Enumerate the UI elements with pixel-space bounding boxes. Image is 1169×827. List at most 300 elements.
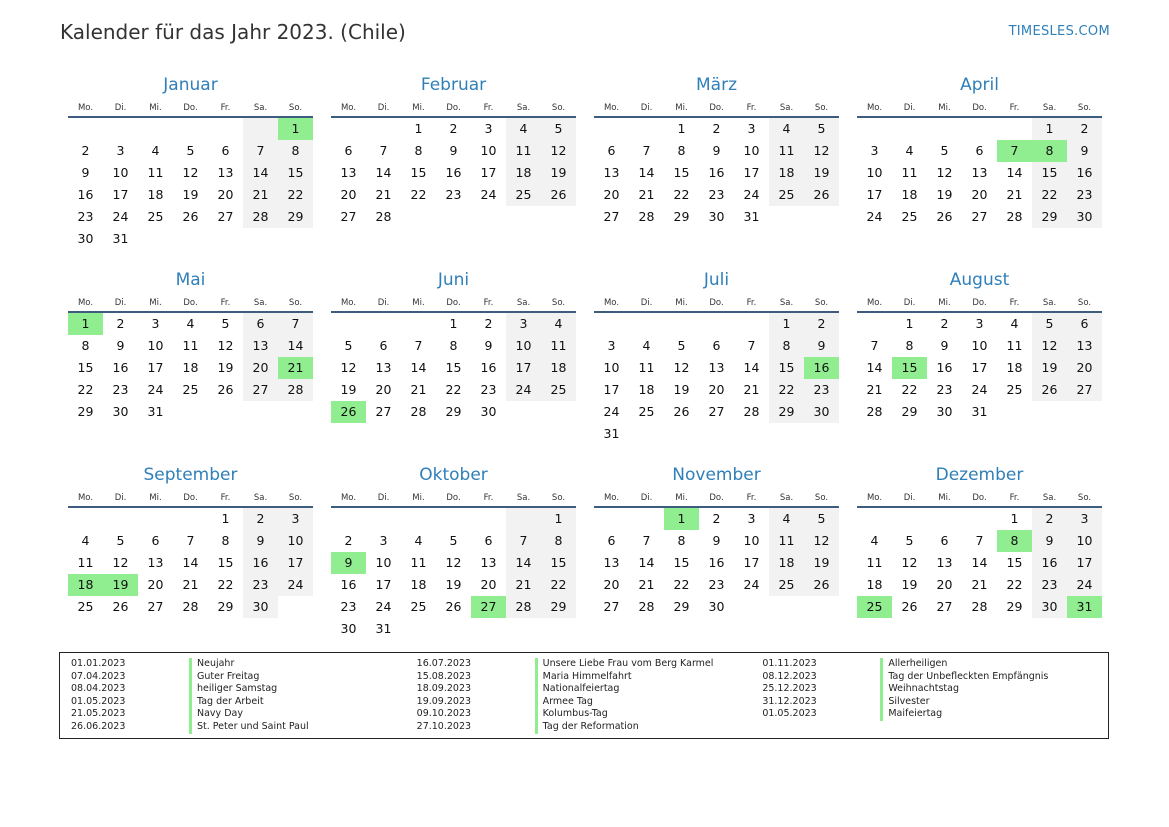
day-cell: 29 [1032, 206, 1067, 228]
day-cell: 22 [769, 379, 804, 401]
day-cell: 20 [243, 357, 278, 379]
day-cell: 17 [603, 382, 620, 397]
day-cell: 14 [182, 555, 199, 570]
month-juli [594, 269, 839, 464]
day-cell: 12 [217, 338, 234, 353]
day-cell: 16 [1032, 552, 1067, 574]
weekday-label: Mi. [412, 493, 425, 503]
day-cell: 3 [870, 143, 879, 158]
day-cell: 10 [278, 530, 313, 552]
holiday-row [417, 658, 763, 671]
day-cell: 9 [1032, 530, 1067, 552]
weekday-label: Mo. [77, 103, 94, 113]
weekday-label: Do. [709, 298, 724, 308]
empty-cell [208, 118, 243, 140]
empty-cell [68, 118, 103, 140]
empty-cell [103, 508, 138, 530]
day-cell: 25 [506, 184, 541, 206]
day-cell: 23 [445, 187, 462, 202]
weekday-label: Mi. [675, 103, 688, 113]
weekday-label: Fr. [1009, 298, 1020, 308]
day-cell: 18 [866, 577, 883, 592]
day-cell: 7 [642, 533, 651, 548]
day-cell: 21 [243, 184, 278, 206]
weekday-header [331, 293, 576, 313]
day-cell: 16 [1067, 162, 1102, 184]
day-cell: 4 [81, 533, 90, 548]
day-cell: 15 [1032, 162, 1067, 184]
day-cell: 21 [1006, 187, 1023, 202]
weekday-label: So. [1077, 493, 1092, 503]
day-cell: 28 [638, 599, 655, 614]
weekday-label: Do. [972, 103, 987, 113]
day-cell: 19 [901, 577, 918, 592]
day-cell: 13 [340, 165, 357, 180]
day-cell: 27 [375, 404, 392, 419]
day-cell: 14 [743, 360, 760, 375]
day-cell: 2 [344, 533, 353, 548]
day-cell: 21 [638, 577, 655, 592]
weekday-label: Mo. [866, 103, 883, 113]
day-cell: 24 [743, 187, 760, 202]
month-januar [68, 74, 313, 269]
day-cell: 15 [278, 162, 313, 184]
weekday-label: Fr. [1009, 103, 1020, 113]
holiday-day: 7 [997, 140, 1032, 162]
day-cell: 4 [905, 143, 914, 158]
day-cell: 2 [116, 316, 125, 331]
weekday-header [857, 293, 1102, 313]
month-name: November [672, 465, 761, 485]
weekday-header [331, 98, 576, 118]
day-cell: 14 [375, 165, 392, 180]
weekday-label: Sa. [253, 103, 268, 113]
holiday-row [417, 708, 763, 721]
day-cell: 20 [971, 187, 988, 202]
day-cell: 20 [480, 577, 497, 592]
day-cell: 21 [743, 382, 760, 397]
day-cell: 8 [677, 143, 686, 158]
day-cell: 2 [712, 511, 721, 526]
weekday-header [68, 98, 313, 118]
holiday-date: 16.07.2023 [416, 658, 472, 669]
day-cell: 23 [77, 209, 94, 224]
holiday-day: 8 [997, 530, 1032, 552]
day-cell: 1 [414, 121, 423, 136]
day-cell: 10 [112, 165, 129, 180]
day-cell: 25 [901, 209, 918, 224]
day-cell: 29 [1006, 599, 1023, 614]
day-cell: 6 [607, 533, 616, 548]
day-cell: 10 [480, 143, 497, 158]
day-cell: 18 [410, 577, 427, 592]
brand-link[interactable]: TIMESLES.COM [1008, 24, 1110, 39]
holiday-name: Guter Freitag [189, 671, 259, 684]
weekday-label: So. [814, 103, 829, 113]
day-cell: 27 [708, 404, 725, 419]
day-grid [68, 118, 313, 250]
day-cell: 30 [708, 209, 725, 224]
holiday-name: Maifeiertag [880, 708, 942, 721]
weekday-label: So. [551, 298, 566, 308]
empty-cell [366, 508, 401, 530]
holiday-date: 08.12.2023 [762, 670, 817, 682]
day-cell: 24 [147, 382, 164, 397]
weekday-label: Mi. [675, 493, 688, 503]
day-cell: 4 [151, 143, 160, 158]
day-cell: 25 [77, 599, 94, 614]
day-cell: 22 [1032, 184, 1067, 206]
day-cell: 19 [217, 360, 234, 375]
weekday-label: Mo. [340, 103, 357, 113]
day-cell: 22 [541, 574, 576, 596]
day-cell: 5 [804, 508, 839, 530]
day-cell: 26 [804, 574, 839, 596]
day-cell: 15 [673, 555, 690, 570]
day-cell: 16 [480, 360, 497, 375]
day-cell: 21 [182, 577, 199, 592]
weekday-label: Do. [183, 298, 198, 308]
day-cell: 24 [112, 209, 129, 224]
day-cell: 6 [940, 533, 949, 548]
day-cell: 14 [410, 360, 427, 375]
weekday-header [594, 98, 839, 118]
day-cell: 2 [449, 121, 458, 136]
day-cell: 1 [1010, 511, 1019, 526]
day-cell: 23 [708, 187, 725, 202]
day-cell: 4 [506, 118, 541, 140]
day-cell: 13 [217, 165, 234, 180]
day-cell: 15 [77, 360, 94, 375]
day-cell: 29 [541, 596, 576, 618]
day-cell: 29 [673, 599, 690, 614]
holiday-name: Weihnachtstag [880, 683, 959, 696]
day-cell: 21 [971, 577, 988, 592]
day-grid [857, 313, 1102, 423]
day-cell: 27 [217, 209, 234, 224]
day-cell: 17 [147, 360, 164, 375]
empty-cell [594, 118, 629, 140]
day-cell: 12 [112, 555, 129, 570]
empty-cell [366, 313, 401, 335]
day-cell: 9 [1067, 140, 1102, 162]
weekday-label: So. [551, 103, 566, 113]
empty-cell [594, 508, 629, 530]
day-cell: 23 [936, 382, 953, 397]
day-cell: 10 [375, 555, 392, 570]
day-cell: 9 [804, 335, 839, 357]
holiday-row [417, 721, 763, 734]
day-cell: 18 [638, 382, 655, 397]
day-cell: 22 [445, 382, 462, 397]
empty-cell [243, 118, 278, 140]
day-cell: 3 [278, 508, 313, 530]
holiday-name: Kolumbus-Tag [535, 708, 608, 721]
day-cell: 13 [1067, 335, 1102, 357]
day-cell: 3 [1067, 508, 1102, 530]
empty-cell [471, 508, 506, 530]
day-cell: 10 [743, 143, 760, 158]
day-cell: 30 [1067, 206, 1102, 228]
holiday-name: Tag der Reformation [535, 721, 639, 734]
day-cell: 24 [1067, 574, 1102, 596]
day-grid [331, 313, 576, 423]
day-cell: 14 [243, 162, 278, 184]
empty-cell [68, 508, 103, 530]
weekday-label: So. [288, 298, 303, 308]
empty-cell [331, 508, 366, 530]
weekday-label: Mi. [675, 298, 688, 308]
day-cell: 19 [340, 382, 357, 397]
empty-cell [857, 313, 892, 335]
day-grid [594, 118, 839, 228]
day-cell: 22 [217, 577, 234, 592]
day-cell: 11 [769, 530, 804, 552]
day-cell: 28 [182, 599, 199, 614]
day-cell: 16 [243, 552, 278, 574]
day-grid [857, 118, 1102, 228]
day-cell: 16 [708, 165, 725, 180]
day-cell: 28 [638, 209, 655, 224]
day-cell: 10 [743, 533, 760, 548]
empty-cell [892, 508, 927, 530]
day-cell: 12 [182, 165, 199, 180]
day-cell: 31 [112, 231, 129, 246]
day-cell: 20 [340, 187, 357, 202]
holiday-name: Allerheiligen [880, 658, 947, 671]
holiday-name: Tag der Unbefleckten Empfängnis [880, 671, 1048, 684]
holiday-column [762, 658, 1108, 738]
holiday-date: 07.04.2023 [71, 670, 126, 682]
day-cell: 17 [375, 577, 392, 592]
holiday-date: 08.04.2023 [71, 683, 126, 695]
day-cell: 29 [901, 404, 918, 419]
holiday-row [71, 721, 417, 734]
day-cell: 31 [603, 426, 620, 441]
day-cell: 20 [1067, 357, 1102, 379]
empty-cell [506, 508, 541, 530]
day-cell: 11 [1006, 338, 1023, 353]
empty-cell [962, 118, 997, 140]
empty-cell [629, 118, 664, 140]
day-cell: 27 [340, 209, 357, 224]
empty-cell [997, 118, 1032, 140]
day-cell: 17 [112, 187, 129, 202]
empty-cell [962, 508, 997, 530]
day-cell: 28 [971, 599, 988, 614]
holiday-day: 27 [471, 596, 506, 618]
empty-cell [734, 313, 769, 335]
day-cell: 14 [866, 360, 883, 375]
day-cell: 16 [936, 360, 953, 375]
day-cell: 29 [769, 401, 804, 423]
day-cell: 15 [1006, 555, 1023, 570]
day-cell: 13 [375, 360, 392, 375]
day-cell: 5 [186, 143, 195, 158]
day-grid [594, 508, 839, 618]
day-cell: 15 [769, 357, 804, 379]
day-cell: 3 [747, 511, 756, 526]
weekday-label: Mi. [149, 493, 162, 503]
day-cell: 5 [804, 118, 839, 140]
holiday-row [762, 708, 1108, 721]
day-cell: 20 [217, 187, 234, 202]
holiday-name: Unsere Liebe Frau vom Berg Karmel [535, 658, 714, 671]
weekday-label: So. [288, 103, 303, 113]
holiday-name: Neujahr [189, 658, 234, 671]
day-cell: 18 [769, 162, 804, 184]
empty-cell [436, 508, 471, 530]
day-cell: 4 [1010, 316, 1019, 331]
day-cell: 28 [243, 206, 278, 228]
day-cell: 26 [804, 184, 839, 206]
day-cell: 4 [186, 316, 195, 331]
holiday-day: 21 [278, 357, 313, 379]
holiday-day: 9 [331, 552, 366, 574]
weekday-label: Di. [114, 298, 127, 308]
holiday-day: 18 [68, 574, 103, 596]
day-cell: 18 [1006, 360, 1023, 375]
day-cell: 31 [743, 209, 760, 224]
day-cell: 30 [480, 404, 497, 419]
weekday-label: Mo. [603, 493, 620, 503]
day-cell: 24 [506, 379, 541, 401]
month-mai [68, 269, 313, 464]
weekday-label: Sa. [253, 298, 268, 308]
weekday-label: Di. [377, 103, 390, 113]
month-name: August [949, 270, 1010, 290]
holiday-day: 1 [664, 508, 699, 530]
day-cell: 26 [182, 209, 199, 224]
day-cell: 21 [506, 574, 541, 596]
day-cell: 10 [603, 360, 620, 375]
months-grid [68, 74, 1102, 659]
day-cell: 10 [1067, 530, 1102, 552]
month-name: Juni [437, 270, 470, 290]
empty-cell [857, 508, 892, 530]
empty-cell [331, 313, 366, 335]
day-cell: 5 [1032, 313, 1067, 335]
holiday-column [71, 658, 417, 738]
day-cell: 14 [506, 552, 541, 574]
weekday-label: Sa. [516, 103, 531, 113]
day-cell: 7 [975, 533, 984, 548]
holiday-row [417, 671, 763, 684]
day-cell: 19 [445, 577, 462, 592]
holiday-day: 16 [804, 357, 839, 379]
day-cell: 31 [971, 404, 988, 419]
day-cell: 16 [445, 165, 462, 180]
day-cell: 12 [1032, 335, 1067, 357]
day-cell: 24 [375, 599, 392, 614]
weekday-label: Do. [972, 493, 987, 503]
empty-cell [173, 118, 208, 140]
day-cell: 19 [936, 187, 953, 202]
weekday-label: Do. [446, 298, 461, 308]
weekday-label: Mi. [938, 493, 951, 503]
day-cell: 7 [870, 338, 879, 353]
weekday-label: Sa. [1042, 103, 1057, 113]
weekday-label: Mo. [603, 103, 620, 113]
day-cell: 6 [344, 143, 353, 158]
day-cell: 4 [642, 338, 651, 353]
day-cell: 3 [607, 338, 616, 353]
weekday-label: Mo. [77, 298, 94, 308]
holiday-name: Nationalfeiertag [535, 683, 620, 696]
day-cell: 24 [743, 577, 760, 592]
month-dezember [857, 464, 1102, 659]
day-cell: 7 [642, 143, 651, 158]
empty-cell [138, 118, 173, 140]
empty-cell [892, 118, 927, 140]
day-cell: 28 [866, 404, 883, 419]
day-cell: 20 [147, 577, 164, 592]
day-cell: 30 [243, 596, 278, 618]
day-cell: 17 [866, 187, 883, 202]
day-cell: 19 [1032, 357, 1067, 379]
day-cell: 5 [221, 316, 230, 331]
holiday-row [762, 671, 1108, 684]
month-name: Dezember [935, 465, 1024, 485]
day-cell: 6 [975, 143, 984, 158]
day-cell: 6 [1067, 313, 1102, 335]
weekday-label: Fr. [220, 103, 231, 113]
day-cell: 6 [221, 143, 230, 158]
month-september [68, 464, 313, 659]
holiday-date: 21.05.2023 [71, 708, 126, 720]
holiday-date: 01.01.2023 [71, 658, 126, 669]
day-cell: 22 [77, 382, 94, 397]
weekday-label: Mi. [412, 103, 425, 113]
day-cell: 3 [975, 316, 984, 331]
holiday-name: Navy Day [189, 708, 243, 721]
day-cell: 11 [638, 360, 655, 375]
empty-cell [857, 118, 892, 140]
day-cell: 9 [484, 338, 493, 353]
weekday-label: Fr. [483, 493, 494, 503]
day-cell: 15 [673, 165, 690, 180]
holiday-name: heiliger Samstag [189, 683, 277, 696]
day-cell: 1 [221, 511, 230, 526]
day-cell: 6 [712, 338, 721, 353]
day-cell: 21 [638, 187, 655, 202]
day-cell: 1 [449, 316, 458, 331]
day-cell: 22 [410, 187, 427, 202]
day-cell: 2 [804, 313, 839, 335]
day-cell: 19 [804, 552, 839, 574]
weekday-label: Fr. [220, 298, 231, 308]
empty-cell [594, 313, 629, 335]
holiday-date: 26.06.2023 [71, 720, 126, 732]
day-cell: 24 [278, 574, 313, 596]
weekday-header [594, 488, 839, 508]
empty-cell [927, 508, 962, 530]
month-märz [594, 74, 839, 269]
day-cell: 5 [541, 118, 576, 140]
day-cell: 26 [1032, 379, 1067, 401]
weekday-label: So. [814, 493, 829, 503]
day-grid [331, 118, 576, 228]
weekday-label: Fr. [220, 493, 231, 503]
day-cell: 28 [743, 404, 760, 419]
weekday-label: So. [551, 493, 566, 503]
holiday-row [762, 696, 1108, 709]
day-cell: 7 [379, 143, 388, 158]
day-cell: 5 [677, 338, 686, 353]
weekday-label: Mi. [938, 298, 951, 308]
holiday-name: Maria Himmelfahrt [535, 671, 632, 684]
day-cell: 4 [541, 313, 576, 335]
